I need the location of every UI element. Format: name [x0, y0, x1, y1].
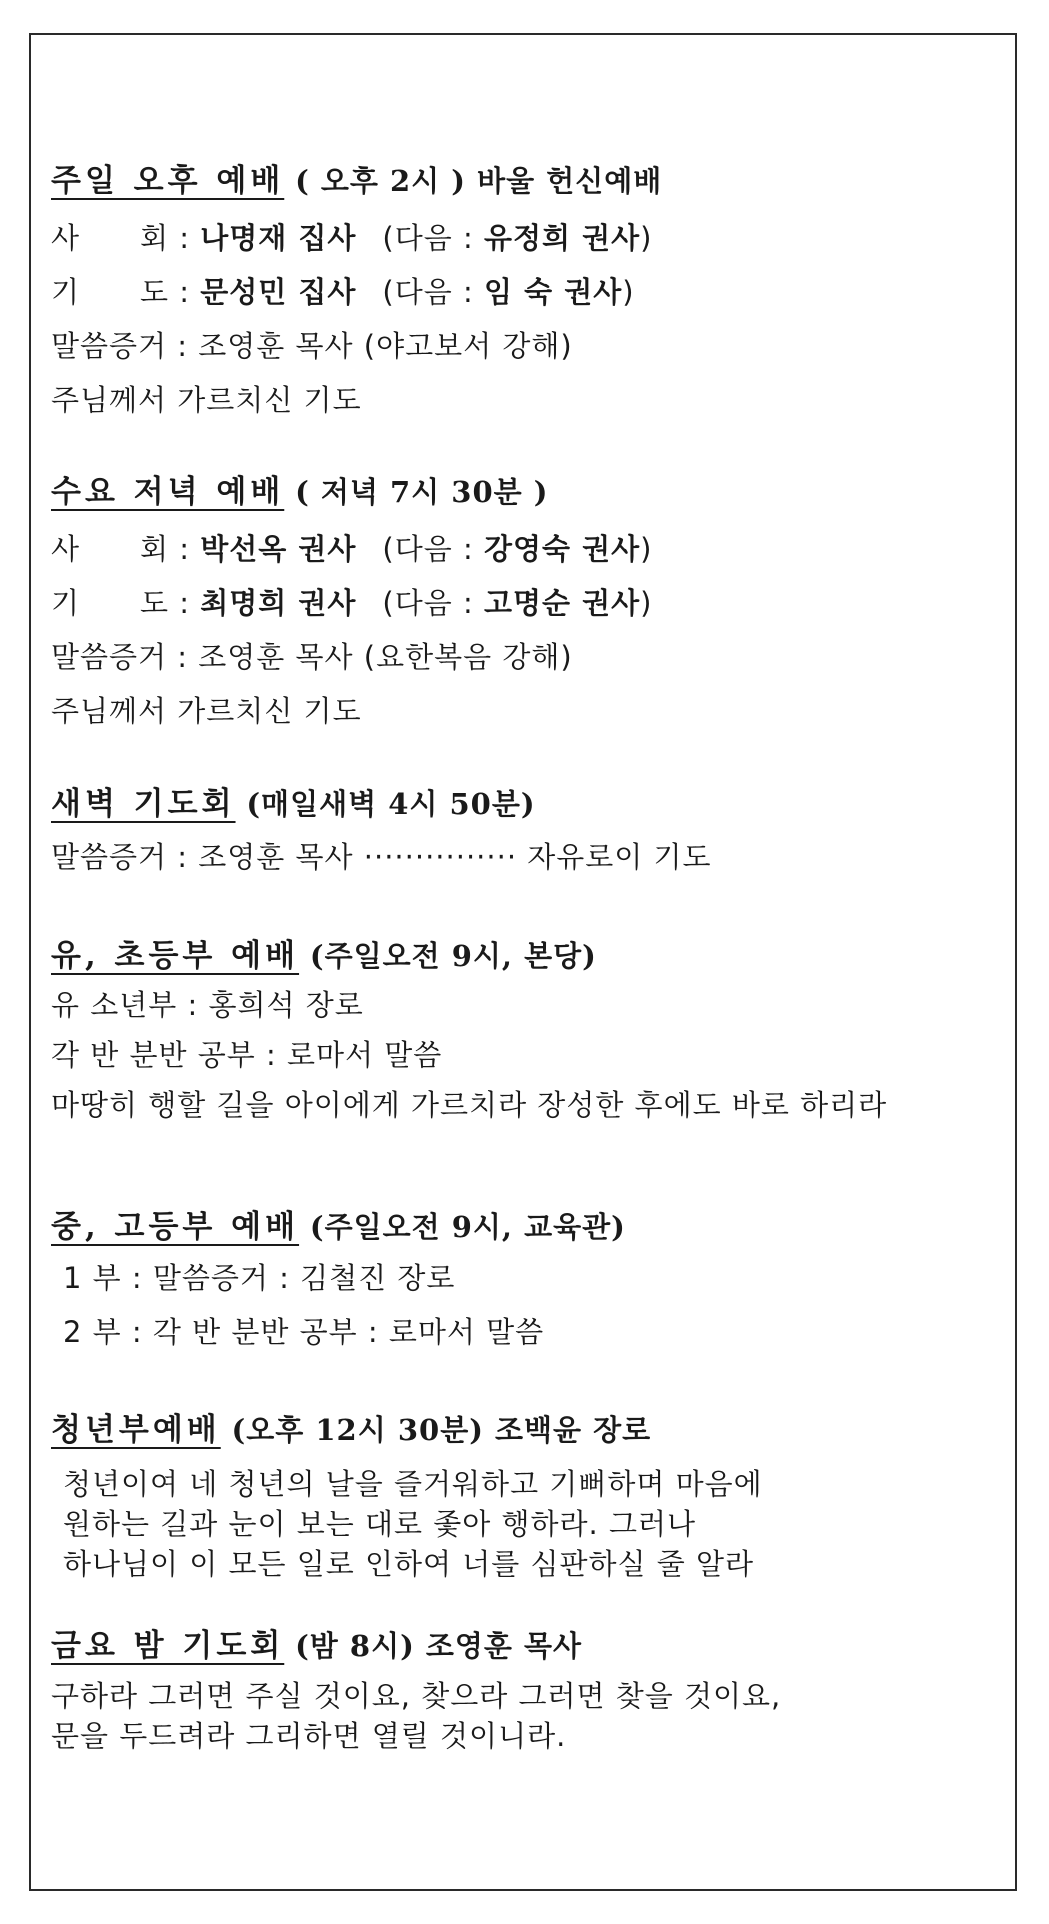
section-subtitle: (밤 8시) 조영훈 목사 [295, 1629, 583, 1663]
presider-row: 사 회 : 박선옥 권사 (다음 : 강영숙 권사) [51, 532, 653, 566]
section-heading [51, 1207, 971, 1247]
section-subtitle: (매일새벽 4시 50분) [246, 787, 536, 821]
section-sunday-afternoon [51, 161, 971, 427]
prayer-row: 기 도 : 문성민 집사 (다음 : 임 숙 권사) [51, 275, 635, 309]
next-presider-name: 강영숙 권사 [483, 532, 641, 566]
section-subtitle: ( 오후 2시 ) 바울 헌신예배 [295, 164, 663, 198]
section-heading [51, 784, 971, 824]
part1-row: 1 부 : 말씀증거 : 김철진 장로 [63, 1261, 456, 1295]
section-wednesday-evening [51, 472, 971, 738]
sermon-row: 말씀증거 : 조영훈 목사 (야고보서 강해) [51, 329, 573, 363]
section-title: 수요 저녁 예배 [51, 474, 285, 510]
lords-prayer-row: 주님께서 가르치신 기도 [51, 694, 362, 728]
section-subtitle: (주일오전 9시, 교육관) [309, 1210, 626, 1244]
section-title: 중, 고등부 예배 [51, 1209, 300, 1245]
section-heading [51, 1626, 971, 1666]
verse-line: 청년이여 네 청년의 날을 즐거워하고 기뻐하며 마음에 [63, 1467, 763, 1501]
section-title: 유, 초등부 예배 [51, 938, 300, 974]
class-row: 각 반 분반 공부 : 로마서 말씀 [51, 1038, 443, 1072]
verse-line: 원하는 길과 눈이 보는 대로 좇아 행하라. 그러나 [63, 1507, 697, 1541]
part2-row: 2 부 : 각 반 분반 공부 : 로마서 말씀 [63, 1315, 545, 1349]
prayer-name: 문성민 집사 [200, 275, 357, 309]
prayer-name: 최명희 권사 [200, 586, 357, 620]
next-prayer-name: 임 숙 권사 [483, 275, 623, 309]
section-title: 청년부예배 [51, 1412, 221, 1448]
verse-line: 구하라 그러면 주실 것이요, 찾으라 그러면 찾을 것이요, [51, 1679, 782, 1713]
section-heading [51, 1410, 971, 1450]
section-title: 주일 오후 예배 [51, 163, 285, 199]
lords-prayer-row: 주님께서 가르치신 기도 [51, 383, 362, 417]
verse-row: 마땅히 행할 길을 아이에게 가르치라 장성한 후에도 바로 하리라 [51, 1088, 888, 1122]
leader-row: 유 소년부 : 홍희석 장로 [51, 988, 364, 1022]
next-presider-name: 유정희 권사 [483, 221, 641, 255]
section-youth [51, 1410, 971, 1584]
sermon-row: 말씀증거 : 조영훈 목사 ··············· 자유로이 기도 [51, 840, 712, 874]
section-elementary [51, 936, 971, 1130]
section-heading [51, 472, 971, 512]
section-heading [51, 161, 971, 201]
section-title: 금요 밤 기도회 [51, 1628, 285, 1664]
section-secondary [51, 1207, 971, 1359]
section-friday-night [51, 1626, 971, 1756]
presider-name: 박선옥 권사 [200, 532, 357, 566]
section-dawn-prayer [51, 784, 971, 884]
section-subtitle: (오후 12시 30분) 조백윤 장로 [231, 1413, 652, 1447]
section-heading [51, 936, 971, 976]
presider-name: 나명재 집사 [200, 221, 357, 255]
section-subtitle: (주일오전 9시, 본당) [309, 939, 597, 973]
section-subtitle: ( 저녁 7시 30분 ) [295, 475, 549, 509]
verse-line: 문을 두드려라 그리하면 열릴 것이니라. [51, 1719, 567, 1753]
section-title: 새벽 기도회 [51, 786, 236, 822]
next-prayer-name: 고명순 권사 [483, 586, 641, 620]
verse-line: 하나님이 이 모든 일로 인하여 너를 심판하실 줄 알라 [63, 1547, 755, 1581]
presider-row: 사 회 : 나명재 집사 (다음 : 유정희 권사) [51, 221, 653, 255]
sermon-row: 말씀증거 : 조영훈 목사 (요한복음 강해) [51, 640, 573, 674]
prayer-row: 기 도 : 최명희 권사 (다음 : 고명순 권사) [51, 586, 653, 620]
